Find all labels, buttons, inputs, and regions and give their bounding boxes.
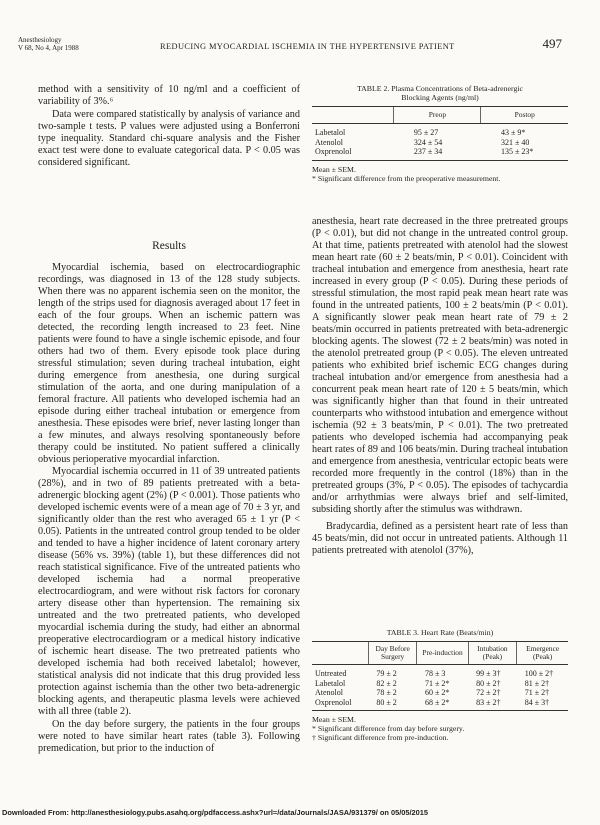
- table-cell: 68 ± 2*: [424, 697, 450, 707]
- table-2-footnote-significance: * Significant difference from the preoperative measurement.: [312, 173, 501, 183]
- table-row: [312, 679, 568, 689]
- table-3-caption: TABLE 3. Heart Rate (Beats/min): [386, 628, 494, 637]
- table-3: [312, 628, 568, 742]
- left-column-top: [38, 84, 300, 169]
- table-cell: 72 ± 2†: [476, 688, 501, 697]
- table-cell: Atenolol: [315, 688, 343, 697]
- table-3-header-preinduction: [417, 642, 468, 664]
- table-3-footnote-mean: Mean ± SEM.: [312, 715, 356, 724]
- table-cell: 237 ± 34: [413, 147, 443, 156]
- table-cell: 82 ± 2: [376, 678, 397, 688]
- running-title: REDUCING MYOCARDIAL ISCHEMIA IN THE HYPERTENSIVE PATIENT: [160, 42, 455, 51]
- table-row: [312, 128, 568, 138]
- header-line: Surgery: [380, 652, 405, 661]
- table-cell: Untreated: [315, 669, 347, 678]
- table-cell: 43 ± 9*: [500, 128, 526, 137]
- header-line: Intubation: [477, 643, 508, 653]
- table-cell: 99 ± 3†: [476, 669, 501, 678]
- right-paragraph-1: anesthesia, heart rate decreased in the three pretreated groups (P < 0.01), but did not change in the untreated control group. At that time, patients pretreated with atenolol had the slowest mean heart rate (60 ± 2 beats/min, P < 0.01). Coincident with tracheal intubation and emergence from anesthesia, heart rate increased in every group (P < 0.05). During these periods of stressful stimulation, the most rapid peak mean heart rate was found in the untreated patients, 100 ± 2 beats/min (P < 0.01). A significantly slower peak mean heart rate of 79 ± 2 beats/min occurred in patients pretreated with beta-adrenergic blocking agents. The slowest (72 ± 2 beats/min) was noted in the atenolol pretreated group (P < 0.05). The eleven untreated patients who exhibited brief ischemic ECG changes during tracheal intubation and/or emergence from anesthesia had a concurrent peak mean heart rate of 120 ± 5 beats/min, which was significantly higher than that found in their untreated counterparts who withstood intubation and emergence without ischemia (92 ± 3 beats/min, P < 0.01). The two pretreated patients who developed ischemia had accompanying peak heart rates of 89 and 106 beats/min. During tracheal intubation and emergence from anesthesia, ventricular ectopic beats were recorded more frequently in the control (18%) than in the pretreated groups (3%, P < 0.05). The episodes of tachycardia and/or arrhythmias were always brief and self-limited, subsiding shortly after the stimulus was withdrawn.: [312, 216, 568, 515]
- table-cell: 84 ± 3†: [524, 697, 550, 707]
- table-cell: 80 ± 2: [376, 697, 397, 707]
- right-column-text: [312, 216, 568, 557]
- table-cell: 71 ± 2†: [524, 688, 550, 697]
- page-number: 497: [542, 36, 562, 51]
- table-cell: 83 ± 2†: [476, 697, 501, 707]
- left-column-results: [38, 262, 300, 755]
- results-heading: Results: [152, 240, 186, 252]
- table-2-caption: [312, 84, 568, 102]
- header-line: Pre-induction: [422, 647, 463, 657]
- table-cell: Oxprenolol: [315, 147, 352, 156]
- table-3-footnote-preinduction: † Significant difference from pre-induction.: [312, 733, 449, 742]
- right-paragraph-2: Bradycardia, defined as a persistent heart rate of less than 45 beats/min, did not occur in untreated patients. Although 11 patients pretreated with atenolol (37%),: [312, 521, 568, 556]
- results-paragraph-1: Myocardial ischemia, based on electrocardiographic recordings, was diagnosed in 13 of the 128 study subjects. When there was no apparent ischemia seen on the monitor, the length of the strips used for diagnosis averaged about 17 feet in each of the four groups. When an ischemic pattern was detected, the recording length increased to 23 feet. Nine patients were found to have a single ischemic episode, and four others had two of them. Every episode took place during stressful stimulation; seven during tracheal intubation, eight during emergence from anesthesia, one during surgical stimulation of the aorta, and one during manipulation of a femoral fracture. All patients who developed ischemia had an episode during either tracheal intubation or emergence from anesthesia. These episodes were brief, never lasting longer than a few minutes, and always resolving spontaneously before therapy could be instituted. No patient suffered a clinically obvious perioperative myocardial infarction.: [38, 262, 300, 465]
- header-line: Emergence: [526, 643, 560, 653]
- table-cell: 100 ± 2†: [524, 669, 554, 678]
- header-line: Day Before: [375, 643, 410, 653]
- table-2-footnote-mean: Mean ± SEM.: [312, 164, 356, 174]
- table-2-caption-line2: Blocking Agents (ng/ml): [401, 93, 479, 102]
- table-2-grid: [312, 107, 568, 160]
- table-cell: 78 ± 3: [424, 669, 446, 678]
- table-3-header-intubation: [468, 642, 517, 664]
- table-cell: Atenolol: [315, 137, 343, 147]
- table-cell: Oxprenolol: [315, 697, 352, 707]
- table-2-header-preop: Preop: [394, 107, 481, 123]
- table-row: [312, 688, 568, 698]
- table-cell: 135 ± 23*: [500, 147, 534, 156]
- header-line: (Peak): [532, 652, 553, 661]
- table-2-header-postop: Postop: [481, 107, 568, 123]
- table-cell: 95 ± 27: [413, 128, 439, 137]
- table-cell: 71 ± 2*: [424, 678, 450, 688]
- table-3-grid: [312, 642, 568, 710]
- header-line: (Peak): [482, 652, 503, 661]
- statistics-paragraph: Data were compared statistically by analysis of variance and two-sample t tests. P values were adjusted using a Bonferroni type inequality. Standard chi-square analysis and the Fisher exact test were done to evaluate categorical data. P < 0.05 was considered significant.: [38, 109, 300, 168]
- results-paragraph-2: Myocardial ischemia occurred in 11 of 39 untreated patients (28%), and in two of 89 patients pretreated with a beta-adrenergic blocking agent (2%) (P < 0.001). Those patients who developed ischemic events were of a mean age of 70 ± 3 yr, and significantly older than the rest who averaged 65 ± 1 yr (P < 0.05). Patients in the untreated control group tended to be older and tended to have a higher incidence of latent coronary artery disease (56% vs. 39%) (table 1), but these differences did not reach statistical significance. Five of the untreated patients who developed ischemia had a normal preoperative electrocardiogram, and were without risk factors for coronary artery disease other than hypertension. The remaining six untreated and the two pretreated patients, who developed myocardial ischemia during the study, had either an abnormal preoperative electrocardiogram or a medical history indicative of ischemic heart disease. The two pretreated patients who developed ischemia had both received labetalol; however, statistical analysis did not indicate that this drug provided less protection against ischemia than the other two beta-adrenergic blocking agents, and therapeutic plasma levels were achieved with all three (table 2).: [38, 466, 300, 717]
- table-cell: 321 ± 40: [500, 137, 530, 147]
- table-3-header-day-before: [368, 642, 417, 664]
- results-paragraph-3: On the day before surgery, the patients in the four groups were noted to have similar heart rates (table 3). Following premedication, but prior to the induction of: [38, 719, 300, 754]
- journal-volume: V 68, No 4, Apr 1988: [18, 44, 79, 52]
- journal-info: [18, 36, 79, 52]
- download-footer: Downloaded From: http://anesthesiology.pubs.asahq.org/pdfaccess.ashx?url=/data/Journals/JASA/931379/ on 05/05/2015: [2, 808, 428, 817]
- table-cell: 78 ± 2: [376, 688, 397, 697]
- journal-name: Anesthesiology: [18, 36, 62, 44]
- table-2: [312, 84, 568, 183]
- table-cell: Labetalol: [315, 128, 346, 137]
- table-3-header-emergence: [517, 642, 568, 664]
- table-2-footnotes: [312, 165, 568, 183]
- table-row: [312, 138, 568, 148]
- table-cell: Labetalol: [315, 678, 346, 688]
- table-row: [312, 147, 568, 157]
- method-paragraph: method with a sensitivity of 10 ng/ml and a coefficient of variability of 3%.⁶: [38, 84, 300, 107]
- table-cell: 79 ± 2: [376, 669, 397, 678]
- table-3-footnote-day-before: * Significant difference from day before surgery.: [312, 724, 465, 733]
- table-cell: 60 ± 2*: [424, 688, 450, 697]
- table-cell: 324 ± 54: [413, 137, 443, 147]
- table-3-footnotes: [312, 715, 568, 742]
- table-cell: 81 ± 2†: [524, 678, 550, 688]
- table-row: [312, 669, 568, 679]
- table-cell: 80 ± 2†: [476, 678, 501, 688]
- table-2-caption-line1: TABLE 2. Plasma Concentrations of Beta-adrenergic: [357, 84, 523, 93]
- table-row: [312, 698, 568, 708]
